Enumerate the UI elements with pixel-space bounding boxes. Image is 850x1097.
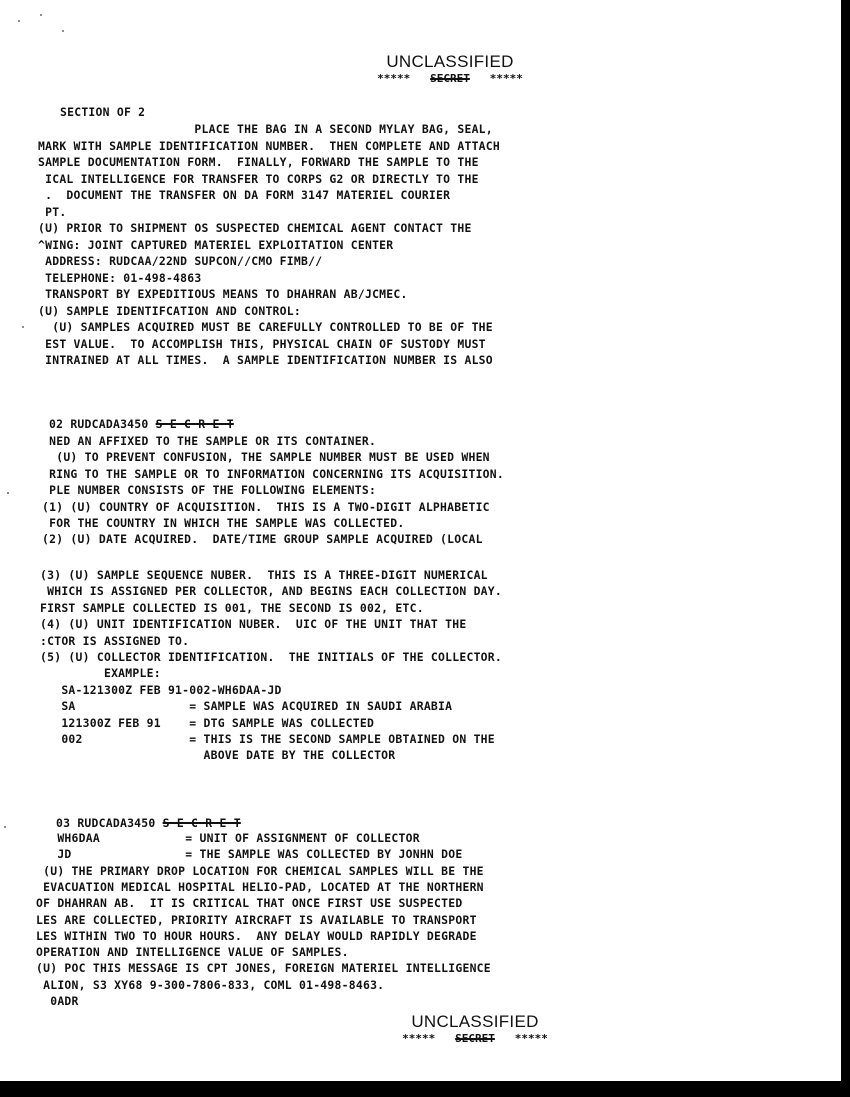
text-line: MARK WITH SAMPLE IDENTIFICATION NUMBER. THEN COMPLETE AND ATTACH: [38, 138, 501, 153]
text-line: SA = SAMPLE WAS ACQUIRED IN SAUDI ARABIA: [40, 699, 453, 714]
text-line: (1) (U) COUNTRY OF ACQUISITION. THIS IS A TWO-DIGIT ALPHABETIC: [42, 499, 490, 514]
text-line: INTRAINED AT ALL TIMES. A SAMPLE IDENTIFICATION NUMBER IS ALSO: [38, 353, 493, 367]
text-line: EVACUATION MEDICAL HOSPITAL HELIO-PAD, LOCATED AT THE NORTHERN: [36, 879, 484, 894]
text-line: PLE NUMBER CONSISTS OF THE FOLLOWING ELEMENTS:: [42, 483, 377, 498]
text-line: TRANSPORT BY EXPEDITIOUS MEANS TO DHAHRAN AB/JCMEC.: [38, 287, 408, 301]
text-line: NED AN AFFIXED TO THE SAMPLE OR ITS CONTAINER.: [42, 434, 377, 448]
top-marks-right: *****: [489, 72, 523, 85]
text-line: WHICH IS ASSIGNED PER COLLECTOR, AND BEGINS EACH COLLECTION DAY.: [40, 584, 503, 599]
page-3-header: [56, 815, 241, 831]
scan-speck: [4, 826, 6, 828]
page-2-header-id: 02 RUDCADA3450: [49, 417, 149, 431]
page-2-header: [49, 416, 234, 432]
bottom-classification-banner: [325, 1012, 625, 1046]
scan-speck: [22, 326, 24, 328]
text-line: OF DHAHRAN AB. IT IS CRITICAL THAT ONCE FIRST USE SUSPECTED: [36, 896, 463, 911]
text-line: TELEPHONE: 01-498-4863: [38, 270, 202, 285]
bottom-struck-secret: SECRET: [455, 1032, 495, 1045]
text-line: (5) (U) COLLECTOR IDENTIFICATION. THE INITIALS OF THE COLLECTOR.: [40, 650, 503, 664]
page-3-struck-secret: S E C R E T: [162, 816, 241, 830]
scan-border-bottom: [0, 1081, 850, 1097]
text-line: PT.: [38, 204, 67, 219]
text-line: 0ADR: [36, 994, 79, 1008]
text-line: (U) SAMPLES ACQUIRED MUST BE CAREFULLY CONTROLLED TO BE OF THE: [38, 320, 493, 334]
scan-speck: [7, 492, 9, 494]
scan-border-right: [841, 0, 850, 1097]
top-marks-left: *****: [377, 72, 411, 85]
text-line: ADDRESS: RUDCAA/22ND SUPCON//CMO FIMB//: [38, 254, 323, 268]
text-line: JD = THE SAMPLE WAS COLLECTED BY JONHN DOE: [36, 847, 463, 862]
scan-speck: [62, 30, 64, 32]
text-line: (U) TO PREVENT CONFUSION, THE SAMPLE NUMBER MUST BE USED WHEN: [42, 450, 490, 465]
page-3-header-id: 03 RUDCADA3450: [56, 816, 156, 830]
text-line: (3) (U) SAMPLE SEQUENCE NUBER. THIS IS A THREE-DIGIT NUMERICAL: [40, 568, 488, 582]
text-line: OPERATION AND INTELLIGENCE VALUE OF SAMPLES.: [36, 945, 349, 960]
text-line: FIRST SAMPLE COLLECTED IS 001, THE SECOND IS 002, ETC.: [40, 600, 424, 615]
section-header: SECTION OF 2: [60, 105, 146, 119]
text-line: LES WITHIN TWO TO HOUR HOURS. ANY DELAY WOULD RAPIDLY DEGRADE: [36, 928, 477, 943]
text-line: RING TO THE SAMPLE OR TO INFORMATION CONCERNING ITS ACQUISITION.: [42, 466, 505, 481]
bottom-marks-left: *****: [402, 1032, 436, 1045]
text-line: (U) THE PRIMARY DROP LOCATION FOR CHEMICAL SAMPLES WILL BE THE: [36, 863, 484, 878]
text-line: ALION, S3 XY68 9-300-7806-833, COML 01-498-8463.: [36, 977, 385, 992]
text-line: (2) (U) DATE ACQUIRED. DATE/TIME GROUP SAMPLE ACQUIRED (LOCAL: [42, 532, 483, 547]
bottom-classification: UNCLASSIFIED: [411, 1012, 539, 1031]
page-2-struck-secret: S E C R E T: [155, 417, 234, 431]
text-line: :CTOR IS ASSIGNED TO.: [40, 633, 190, 648]
text-line: FOR THE COUNTRY IN WHICH THE SAMPLE WAS COLLECTED.: [42, 516, 405, 530]
text-line: ABOVE DATE BY THE COLLECTOR: [40, 748, 396, 763]
text-line: EXAMPLE:: [40, 666, 161, 681]
text-line: ^WING: JOINT CAPTURED MATERIEL EXPLOITATION CENTER: [38, 237, 394, 252]
text-line: (4) (U) UNIT IDENTIFICATION NUBER. UIC OF THE UNIT THAT THE: [40, 617, 467, 632]
top-struck-secret: SECRET: [430, 72, 470, 85]
text-line: WH6DAA = UNIT OF ASSIGNMENT OF COLLECTOR: [36, 831, 420, 845]
text-line: 002 = THIS IS THE SECOND SAMPLE OBTAINED ON THE: [40, 732, 495, 746]
text-line: SA-121300Z FEB 91-002-WH6DAA-JD: [40, 682, 282, 697]
scan-speck: [18, 20, 20, 22]
text-line: LES ARE COLLECTED, PRIORITY AIRCRAFT IS AVAILABLE TO TRANSPORT: [36, 912, 477, 927]
text-line: (U) PRIOR TO SHIPMENT OS SUSPECTED CHEMICAL AGENT CONTACT THE: [38, 221, 472, 235]
top-classification: UNCLASSIFIED: [386, 52, 514, 71]
text-line: 121300Z FEB 91 = DTG SAMPLE WAS COLLECTED: [40, 715, 375, 730]
text-line: SAMPLE DOCUMENTATION FORM. FINALLY, FORWARD THE SAMPLE TO THE: [38, 155, 479, 169]
text-line: EST VALUE. TO ACCOMPLISH THIS, PHYSICAL CHAIN OF SUSTODY MUST: [38, 336, 486, 351]
text-line: PLACE THE BAG IN A SECOND MYLAY BAG, SEAL,: [38, 122, 493, 136]
text-line: (U) SAMPLE IDENTIFCATION AND CONTROL:: [38, 303, 301, 318]
scan-speck: [40, 14, 42, 16]
bottom-marks-right: *****: [514, 1032, 548, 1045]
text-line: . DOCUMENT THE TRANSFER ON DA FORM 3147 MATERIEL COURIER: [38, 188, 451, 202]
text-line: (U) POC THIS MESSAGE IS CPT JONES, FOREIGN MATERIEL INTELLIGENCE: [36, 961, 491, 976]
text-line: ICAL INTELLIGENCE FOR TRANSFER TO CORPS G2 OR DIRECTLY TO THE: [38, 171, 479, 186]
top-classification-banner: [280, 52, 620, 86]
